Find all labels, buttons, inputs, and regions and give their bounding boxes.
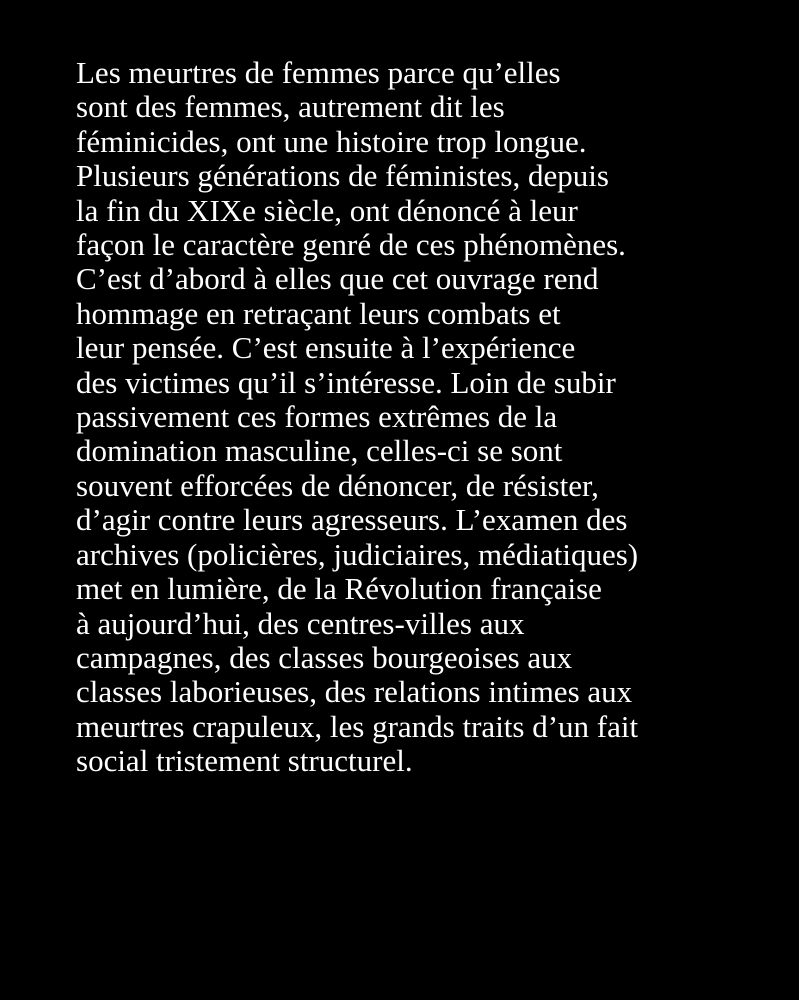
text-line: façon le caractère genré de ces phénomènes. (76, 227, 626, 263)
text-line: des victimes qu’il s’intéresse. Loin de subir (76, 364, 616, 400)
text-line: Plusieurs générations de féministes, depuis (76, 158, 609, 194)
text-line: d’agir contre leurs agresseurs. L’examen des (76, 502, 628, 538)
text-line: hommage en retraçant leurs combats et (76, 295, 561, 331)
text-line: campagnes, des classes bourgeoises aux (76, 639, 573, 675)
text-line: C’est d’abord à elles que cet ouvrage rend (76, 261, 599, 297)
text-line: met en lumière, de la Révolution française (76, 571, 602, 607)
body-text-paragraph (76, 56, 776, 779)
text-line: classes laborieuses, des relations intimes aux (76, 674, 633, 710)
text-line: à aujourd’hui, des centres-villes aux (76, 605, 525, 641)
text-line: domination masculine, celles-ci se sont (76, 433, 563, 469)
text-line: sont des femmes, autrement dit les (76, 89, 505, 125)
text-line: social tristement structurel. (76, 743, 413, 779)
text-line: la fin du XIXe siècle, ont dénoncé à leur (76, 192, 578, 228)
text-line: passivement ces formes extrêmes de la (76, 399, 558, 435)
text-line: féminicides, ont une histoire trop longue. (76, 123, 587, 159)
text-line: souvent efforcées de dénoncer, de résister, (76, 467, 599, 503)
text-line: meurtres crapuleux, les grands traits d’un fait (76, 708, 639, 744)
text-line: archives (policières, judiciaires, médiatiques) (76, 536, 639, 572)
text-line: leur pensée. C’est ensuite à l’expérience (76, 330, 576, 366)
text-line: Les meurtres de femmes parce qu’elles (76, 55, 561, 90)
